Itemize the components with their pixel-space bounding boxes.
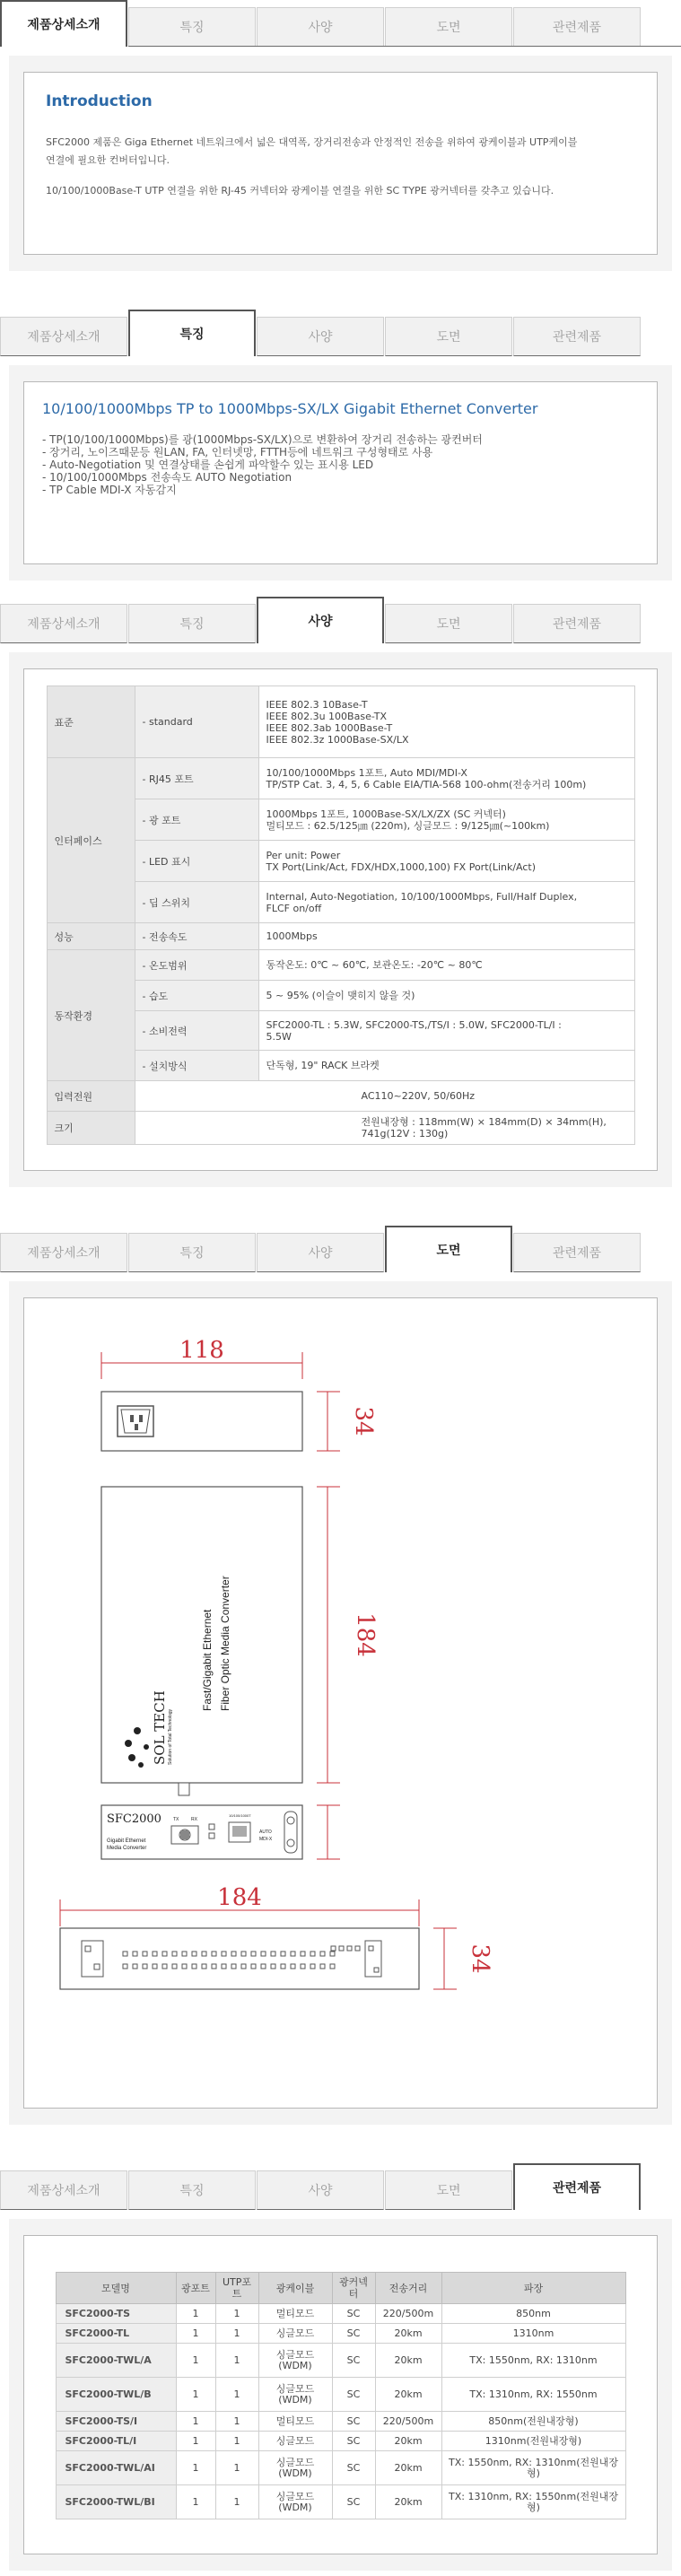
header-utp-port: UTP포트 <box>215 2273 258 2304</box>
spec-value: 1000Mbps <box>258 923 634 950</box>
table-cell: 20km <box>375 2344 441 2378</box>
vent-hole <box>339 1946 344 1951</box>
brand-tagline: Solution of Total Technology <box>168 1708 173 1765</box>
features-panel <box>9 365 672 581</box>
table-cell: 1310nm(전원내장형) <box>441 2432 625 2451</box>
table-cell: 220/500m <box>375 2304 441 2324</box>
model-cell: SFC2000-TWL/AI <box>56 2451 176 2485</box>
table-cell: 싱글모드 (WDM) <box>258 2485 332 2519</box>
table-cell: 멀티모드 <box>258 2304 332 2324</box>
table-cell: TX: 1310nm, RX: 1550nm(전원내장형) <box>441 2485 625 2519</box>
table-cell: SC <box>332 2485 375 2519</box>
vent-hole <box>212 1964 216 1969</box>
brand-logo: SOL TECH <box>152 1690 168 1765</box>
spec-item: - 딥 스위치 <box>135 882 258 923</box>
features-title: 10/100/1000Mbps TP to 1000Mbps-SX/LX Gigabit Ethernet Converter <box>42 400 538 417</box>
vent-hole <box>172 1964 177 1969</box>
model-cell: SFC2000-TWL/BI <box>56 2485 176 2519</box>
vent-hole <box>281 1964 285 1969</box>
table-cell: 1 <box>176 2451 215 2485</box>
vent-hole <box>133 1952 137 1956</box>
spec-table <box>47 685 635 1145</box>
spec-item: - 온도범위 <box>135 950 258 981</box>
vent-hole <box>291 1952 295 1956</box>
table-cell: 20km <box>375 2432 441 2451</box>
port-rx-label: RX <box>191 1817 197 1822</box>
vent-hole <box>261 1952 266 1956</box>
spec-item: - 설치방식 <box>135 1051 258 1081</box>
model-cell: SFC2000-TL/I <box>56 2432 176 2451</box>
table-cell: 220/500m <box>375 2412 441 2432</box>
vent-hole <box>123 1964 127 1969</box>
related-panel <box>9 2219 672 2571</box>
header-optic-port: 광포트 <box>176 2273 215 2304</box>
tab-related[interactable]: 관련제품 <box>513 7 641 47</box>
table-cell: 850nm <box>441 2304 625 2324</box>
vent-hole <box>310 1952 315 1956</box>
front-view <box>101 1805 302 1859</box>
vent-hole <box>251 1964 256 1969</box>
vent-hole <box>301 1964 305 1969</box>
tab-spec[interactable]: 사양 <box>257 2170 384 2210</box>
vent-hole <box>320 1952 325 1956</box>
front-sub1: Gigabit Ethernet <box>107 1838 146 1844</box>
vent-hole <box>162 1964 167 1969</box>
vent-hole <box>143 1952 147 1956</box>
vent-hole <box>355 1946 360 1951</box>
tab-spec[interactable]: 사양 <box>257 7 384 47</box>
intro-text-line2: 연결에 필요한 컨버터입니다. <box>46 154 170 166</box>
spec-value: 1000Mbps 1포트, 1000Base-SX/LX/ZX (SC 커넥터) 멀티모드 : 62.5/125㎛ (220m), 싱글모드 : 9/125㎛(~100km) <box>258 799 634 841</box>
table-cell: TX: 1550nm, RX: 1310nm(전원내장형) <box>441 2451 625 2485</box>
vent-hole <box>123 1952 127 1956</box>
vent-hole <box>330 1964 335 1969</box>
table-cell: 1 <box>215 2485 258 2519</box>
product-drawing <box>24 1298 657 2108</box>
vent-hole <box>291 1964 295 1969</box>
vent-hole <box>153 1964 157 1969</box>
vent-hole <box>310 1964 315 1969</box>
port-tx-label: TX <box>173 1817 179 1822</box>
vent-hole <box>192 1964 196 1969</box>
dimension-184-bottom: 184 <box>217 1884 262 1911</box>
vent-hole <box>133 1964 137 1969</box>
table-cell: SC <box>332 2432 375 2451</box>
table-cell: 싱글모드 (WDM) <box>258 2451 332 2485</box>
spec-panel <box>9 652 672 1187</box>
spec-value: AC110~220V, 50/60Hz <box>135 1081 634 1112</box>
spec-category: 크기 <box>47 1112 135 1145</box>
spec-item: - RJ45 포트 <box>135 758 258 799</box>
feature-item: - TP(10/100/1000Mbps)를 광(1000Mbps-SX/LX)으로 변환하여 장거리 전송하는 광컨버터 <box>42 433 483 446</box>
front-model: SFC2000 <box>107 1812 162 1826</box>
device-label-line2: Fiber Optic Media Converter <box>219 1576 231 1711</box>
vent-hole <box>271 1964 275 1969</box>
spec-value: 5 ~ 95% (이슬이 맺히지 않을 것) <box>258 981 634 1011</box>
table-cell: 850nm(전원내장형) <box>441 2412 625 2432</box>
table-cell: 싱글모드 (WDM) <box>258 2344 332 2378</box>
dimension-118: 118 <box>179 1337 224 1364</box>
table-cell: 1 <box>215 2432 258 2451</box>
header-connector: 광커넥터 <box>332 2273 375 2304</box>
tab-related[interactable]: 관련제품 <box>513 1233 641 1272</box>
side-view <box>101 1487 302 1795</box>
vent-hole <box>251 1952 256 1956</box>
rj45-label: 10/100/1000T <box>229 1813 251 1818</box>
table-cell: SC <box>332 2451 375 2485</box>
table-cell: SC <box>332 2378 375 2412</box>
vent-hole <box>202 1952 206 1956</box>
feature-item: - 장거리, 노이즈때문등 원LAN, FA, 인터넷망, FTTH등에 네트워크 구성형태로 사용 <box>42 446 433 458</box>
table-row <box>56 2451 625 2485</box>
features-list <box>42 433 639 496</box>
table-cell: 1310nm <box>441 2324 625 2344</box>
spec-value: 동작온도: 0℃ ~ 60℃, 보관온도: -20℃ ~ 80℃ <box>258 950 634 981</box>
tab-bar-drawing <box>0 1226 681 1272</box>
tab-drawing[interactable]: 도면 <box>385 2170 512 2210</box>
drawing-panel <box>9 1281 672 2125</box>
tab-intro[interactable]: 제품상세소개 <box>0 604 127 643</box>
spec-value: 전원내장형 : 118mm(W) × 184mm(D) × 34mm(H), 741g(12V : 130g) <box>135 1112 634 1145</box>
table-cell: 1 <box>176 2378 215 2412</box>
spec-item: - 소비전력 <box>135 1011 258 1051</box>
tab-drawing[interactable]: 도면 <box>385 7 512 47</box>
tab-spec[interactable]: 사양 <box>257 317 384 356</box>
dimension-34-top: 34 <box>350 1406 377 1436</box>
model-cell: SFC2000-TWL/B <box>56 2378 176 2412</box>
vent-hole <box>212 1952 216 1956</box>
table-cell: 20km <box>375 2378 441 2412</box>
tab-bar-spec <box>0 597 681 643</box>
auto-label: AUTO <box>259 1829 272 1835</box>
tab-intro[interactable]: 제품상세소개 <box>0 1233 127 1272</box>
vent-hole <box>182 1964 187 1969</box>
model-cell: SFC2000-TS/I <box>56 2412 176 2432</box>
tab-bar-related <box>0 2163 681 2210</box>
table-cell: 1 <box>176 2304 215 2324</box>
table-cell: 1 <box>215 2324 258 2344</box>
table-cell: 20km <box>375 2324 441 2344</box>
table-cell: 1 <box>176 2324 215 2344</box>
vent-hole <box>192 1952 196 1956</box>
vent-hole <box>202 1964 206 1969</box>
tab-intro[interactable]: 제품상세소개 <box>0 317 127 356</box>
tab-drawing[interactable]: 도면 <box>385 1226 512 1272</box>
vent-hole <box>330 1952 335 1956</box>
vent-hole <box>153 1952 157 1956</box>
spec-item: - 전송속도 <box>135 923 258 950</box>
vent-hole <box>281 1952 285 1956</box>
spec-value: Internal, Auto-Negotiation, 10/100/1000Mbps, Full/Half Duplex, FLCF on/off <box>258 882 634 923</box>
vent-hole <box>222 1952 226 1956</box>
vent-hole <box>261 1964 266 1969</box>
vent-hole <box>143 1964 147 1969</box>
bottom-view <box>60 1928 419 1989</box>
tab-related[interactable]: 관련제품 <box>513 2163 641 2210</box>
tab-features[interactable]: 특징 <box>128 7 256 47</box>
table-cell: SC <box>332 2344 375 2378</box>
table-cell: 1 <box>215 2344 258 2378</box>
spec-item: - standard <box>135 686 258 758</box>
spec-value: IEEE 802.3 10Base-T IEEE 802.3u 100Base-TX IEEE 802.3ab 1000Base-T IEEE 802.3z 1000Base-SX/LX <box>258 686 634 758</box>
tab-related[interactable]: 관련제품 <box>513 604 641 643</box>
vent-hole <box>231 1964 236 1969</box>
table-cell: SC <box>332 2412 375 2432</box>
vent-hole <box>331 1946 336 1951</box>
spec-value: SFC2000-TL : 5.3W, SFC2000-TS,/TS/I : 5.0W, SFC2000-TL/I : 5.5W <box>258 1011 634 1051</box>
spec-value: 10/100/1000Mbps 1포트, Auto MDI/MDI-X TP/STP Cat. 3, 4, 5, 6 Cable EIA/TIA-568 100-ohm(전송거리 100m) <box>258 758 634 799</box>
spec-item: - 습도 <box>135 981 258 1011</box>
model-cell: SFC2000-TL <box>56 2324 176 2344</box>
table-cell: 1 <box>215 2412 258 2432</box>
tab-intro[interactable]: 제품상세소개 <box>0 0 127 47</box>
vent-hole <box>231 1952 236 1956</box>
table-cell: 1 <box>176 2412 215 2432</box>
spec-item: - 광 포트 <box>135 799 258 841</box>
tab-bar-features <box>0 310 681 356</box>
header-distance: 전송거리 <box>375 2273 441 2304</box>
intro-text-line1: SFC2000 제품은 Giga Ethernet 네트워크에서 넓은 대역폭, 장거리전송과 안정적인 전송을 위하여 광케이블과 UTP케이블 <box>46 136 578 148</box>
dimension-184-side: 184 <box>352 1612 379 1657</box>
feature-item: - TP Cable MDI-X 자동감지 <box>42 484 177 496</box>
device-label-line1: Fast/Gigabit Ethernet <box>201 1609 214 1711</box>
table-row <box>56 2324 625 2344</box>
table-row <box>56 2485 625 2519</box>
vent-hole <box>172 1952 177 1956</box>
table-cell: 20km <box>375 2451 441 2485</box>
vent-hole <box>301 1952 305 1956</box>
table-row <box>56 2412 625 2432</box>
tab-features[interactable]: 특징 <box>128 604 256 643</box>
tab-features[interactable]: 특징 <box>128 310 256 356</box>
tab-related[interactable]: 관련제품 <box>513 317 641 356</box>
spec-value: 단독형, 19" RACK 브라켓 <box>258 1051 634 1081</box>
header-wavelength: 파장 <box>441 2273 625 2304</box>
spec-category: 성능 <box>47 923 135 950</box>
back-view <box>101 1392 302 1451</box>
vent-hole <box>182 1952 187 1956</box>
table-cell: 1 <box>176 2432 215 2451</box>
spec-category: 인터페이스 <box>47 758 135 923</box>
table-cell: 20km <box>375 2485 441 2519</box>
intro-panel <box>9 56 672 271</box>
dimension-34-bottom: 34 <box>467 1943 493 1974</box>
intro-title: Introduction <box>46 92 153 110</box>
table-cell: 싱글모드 <box>258 2432 332 2451</box>
feature-item: - 10/100/1000Mbps 전송속도 AUTO Negotiation <box>42 471 292 484</box>
tab-features[interactable]: 특징 <box>128 2170 256 2210</box>
table-cell: SC <box>332 2304 375 2324</box>
tab-drawing[interactable]: 도면 <box>385 317 512 356</box>
table-cell: TX: 1550nm, RX: 1310nm <box>441 2344 625 2378</box>
tab-spec[interactable]: 사양 <box>257 597 384 643</box>
header-cable: 광케이블 <box>258 2273 332 2304</box>
mdix-label: MDI-X <box>259 1837 273 1842</box>
vent-hole <box>241 1952 246 1956</box>
table-row <box>56 2378 625 2412</box>
related-table <box>56 2272 626 2519</box>
intro-text-2: 10/100/1000Base-T UTP 연결을 위한 RJ-45 커넥터와 광케이블 연결을 위한 SC TYPE 광커넥터를 갖추고 있습니다. <box>46 185 554 196</box>
table-cell: TX: 1310nm, RX: 1550nm <box>441 2378 625 2412</box>
tab-features[interactable]: 특징 <box>128 1233 256 1272</box>
header-model: 모델명 <box>56 2273 176 2304</box>
table-cell: 멀티모드 <box>258 2412 332 2432</box>
table-cell: 1 <box>176 2485 215 2519</box>
vent-hole <box>162 1952 167 1956</box>
table-row <box>56 2344 625 2378</box>
tab-bar-intro <box>0 0 681 47</box>
spec-value: Per unit: Power TX Port(Link/Act, FDX/HDX,1000,100) FX Port(Link/Act) <box>258 841 634 882</box>
vent-hole <box>241 1964 246 1969</box>
table-cell: 1 <box>215 2451 258 2485</box>
table-cell: 싱글모드 (WDM) <box>258 2378 332 2412</box>
tab-intro[interactable]: 제품상세소개 <box>0 2170 127 2210</box>
related-header-row <box>56 2273 625 2304</box>
table-cell: 1 <box>215 2378 258 2412</box>
spec-category: 표준 <box>47 686 135 758</box>
tab-spec[interactable]: 사양 <box>257 1233 384 1272</box>
vent-hole <box>347 1946 352 1951</box>
vent-hole <box>271 1952 275 1956</box>
front-sub2: Media Converter <box>107 1846 147 1851</box>
spec-item: - LED 표시 <box>135 841 258 882</box>
spec-category: 입력전원 <box>47 1081 135 1112</box>
vent-hole <box>222 1964 226 1969</box>
table-cell: 1 <box>176 2344 215 2378</box>
model-cell: SFC2000-TWL/A <box>56 2344 176 2378</box>
feature-item: - Auto-Negotiation 및 연결상태를 손쉽게 파악할수 있는 표시용 LED <box>42 458 374 471</box>
model-cell: SFC2000-TS <box>56 2304 176 2324</box>
table-row <box>56 2304 625 2324</box>
tab-drawing[interactable]: 도면 <box>385 604 512 643</box>
spec-category: 동작환경 <box>47 950 135 1081</box>
table-row <box>56 2432 625 2451</box>
vent-hole <box>320 1964 325 1969</box>
table-cell: 1 <box>215 2304 258 2324</box>
table-cell: SC <box>332 2324 375 2344</box>
table-cell: 싱글모드 <box>258 2324 332 2344</box>
